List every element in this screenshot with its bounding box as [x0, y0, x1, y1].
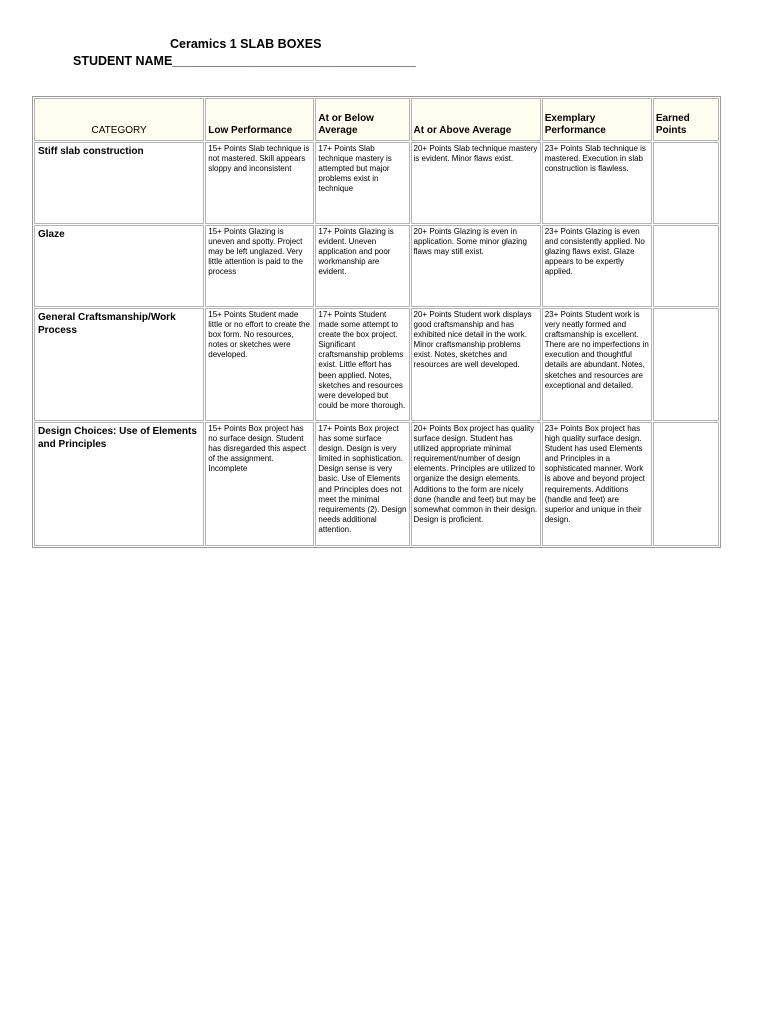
table-cell: 15+ Points Glazing is uneven and spotty. Project may be left unglazed. Very little attention is paid to the process: [205, 225, 314, 307]
table-row: [34, 422, 719, 546]
table-cell: 17+ Points Student made some attempt to create the box project. Significant craftsmanship problems exist. Little effort has been applied. Notes, sketches and resources were developed but could be more thorough.: [315, 308, 409, 421]
earned-points-cell[interactable]: [653, 142, 719, 224]
earned-points-cell[interactable]: [653, 225, 719, 307]
table-cell: 17+ Points Glazing is evident. Uneven application and poor workmanship are evident.: [315, 225, 409, 307]
table-cell: 20+ Points Glazing is even in application. Some minor glazing flaws may still exist.: [411, 225, 541, 307]
row-category: Glaze: [34, 225, 204, 307]
table-row: [34, 225, 719, 307]
table-cell: 15+ Points Box project has no surface design. Student has disregarded this aspect of the assignment. Incomplete: [205, 422, 314, 546]
earned-points-cell[interactable]: [653, 422, 719, 546]
column-header-earned-points: Earned Points: [653, 98, 719, 141]
table-cell: 20+ Points Slab technique mastery is evident. Minor flaws exist.: [411, 142, 541, 224]
row-category: Design Choices: Use of Elements and Principles: [34, 422, 204, 546]
table-cell: 23+ Points Glazing is even and consistently applied. No glazing flaws exist. Glaze appears to be expertly applied.: [542, 225, 652, 307]
document-title: Ceramics 1 SLAB BOXES: [170, 37, 322, 51]
column-header-at-or-above-average: At or Above Average: [411, 98, 541, 141]
table-cell: 20+ Points Box project has quality surface design. Student has utilized appropriate minimal requirement/number of design elements. Principles are utilized to organize the design elements. Additions to the form are nicely done (handle and feet) but may be somewhat common in their design. Design is proficient.: [411, 422, 541, 546]
table-cell: 23+ Points Box project has high quality surface design. Student has used Elements and Principles in a sophisticated manner. Work is above and beyond project requirements. Additions (handle and feet) are superior and unique in their design.: [542, 422, 652, 546]
table-row: [34, 142, 719, 224]
table-cell: 17+ Points Slab technique mastery is attempted but major problems exist in technique: [315, 142, 409, 224]
rubric-table: [32, 96, 721, 548]
row-category: General Craftsmanship/Work Process: [34, 308, 204, 421]
header-row: [34, 98, 719, 141]
table-cell: 23+ Points Slab technique is mastered. Execution in slab construction is flawless.: [542, 142, 652, 224]
row-category: Stiff slab construction: [34, 142, 204, 224]
column-header-low-performance: Low Performance: [205, 98, 314, 141]
table-cell: 15+ Points Slab technique is not mastered. Skill appears sloppy and inconsistent: [205, 142, 314, 224]
column-header-at-or-below-average: At or Below Average: [315, 98, 409, 141]
column-header-category: CATEGORY: [34, 98, 204, 141]
student-name-line: STUDENT NAME___________________________________: [73, 54, 416, 68]
table-cell: 20+ Points Student work displays good craftsmanship and has exhibited nice detail in the work. Minor craftsmanship problems exist. Notes, sketches and resources are well developed.: [411, 308, 541, 421]
table-cell: 17+ Points Box project has some surface design. Design is very limited in sophistication. Design sense is very basic. Use of Elements and Principles does not meet the minimal requirements (2). Design needs additional attention.: [315, 422, 409, 546]
column-header-exemplary-performance: Exemplary Performance: [542, 98, 652, 141]
earned-points-cell[interactable]: [653, 308, 719, 421]
table-row: [34, 308, 719, 421]
table-cell: 15+ Points Student made little or no effort to create the box form. No resources, notes or sketches were developed.: [205, 308, 314, 421]
table-cell: 23+ Points Student work is very neatly formed and craftsmanship is excellent. There are no imperfections in execution and thoughtful details are abundant. Notes, sketches and resources are exceptional and detailed.: [542, 308, 652, 421]
